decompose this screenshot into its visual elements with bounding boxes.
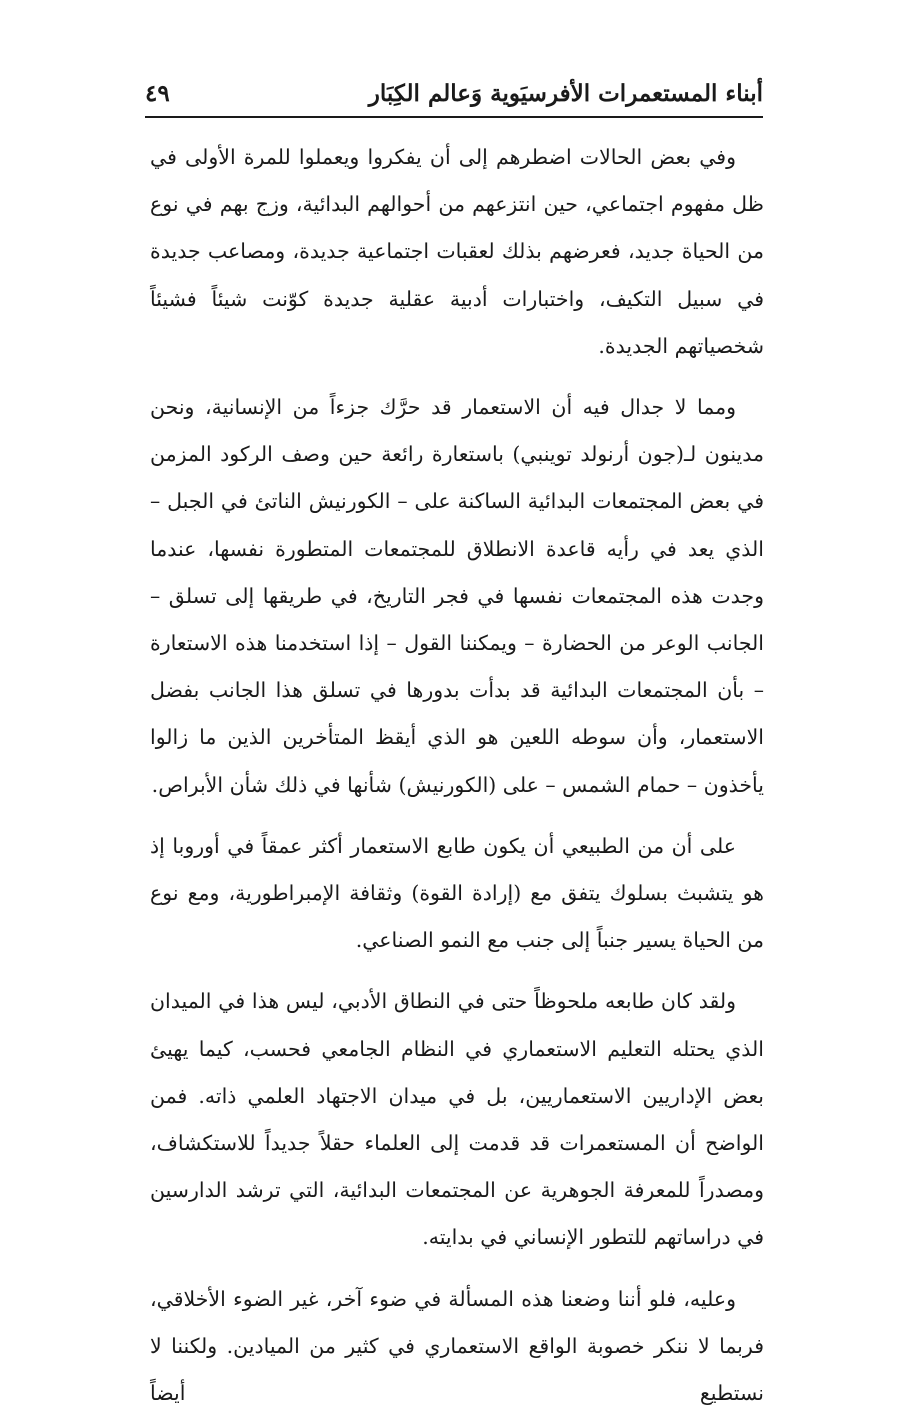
paragraph: وفي بعض الحالات اضطرهم إلى أن يفكروا ويعملوا للمرة الأولى في ظل مفهوم اجتماعي، حين انتزعهم من أحوالهم البدائية، وزج بهم في نوع من الحياة جديد، فعرضهم بذلك لعقبات اجتماعية جديدة، ومصاعب جديدة في سبيل التكيف، واختبارات أدبية عقلية جديدة كوّنت شيئاً فشيئاً شخصياتهم الجديدة. bbox=[150, 145, 764, 358]
paragraph: على أن من الطبيعي أن يكون طابع الاستعمار أكثر عمقاً في أوروبا إذ هو يتشبث بسلوك يتفق مع (إرادة القوة) وثقافة الإمبراطورية، ومع نوع من الحياة يسير جنباً إلى جنب مع النمو الصناعي. bbox=[150, 833, 764, 953]
page-number: ٤٩ bbox=[145, 80, 170, 107]
paragraph: ومما لا جدال فيه أن الاستعمار قد حرَّك جزءاً من الإنسانية، ونحن مدينون لـ(جون أرنولد توينبي) باستعارة رائعة حين وصف الركود المزمن في بعض المجتمعات البدائية الساكنة على – الكورنيش الناتئ في الجبل – الذي يعد في رأيه قاعدة الانطلاق للمجتمعات المتطورة نفسها، عندما وجدت هذه المجتمعات نفسها في فجر التاريخ، في طريقها إلى تسلق – الجانب الوعر من الحضارة – ويمكننا القول – إذا استخدمنا هذه الاستعارة – بأن المجتمعات البدائية قد بدأت بدورها في تسلق هذا الجانب بفضل الاستعمار، وأن سوطه اللعين هو الذي أيقظ المتأخرين الذين ما زالوا يأخذون – حمام الشمس – على (الكورنيش) شأنها في ذلك شأن الأبراص. bbox=[150, 395, 764, 797]
header-title: أبناء المستعمرات الأفرسيَوية وَعالم الكِبَار bbox=[368, 80, 763, 107]
paragraph: وعليه، فلو أننا وضعنا هذه المسألة في ضوء آخر، غير الضوء الأخلاقي، فربما لا ننكر خصوبة الواقع الاستعماري في كثير من الميادين. ولكننا لا نستطيع أيضاً bbox=[150, 1286, 764, 1406]
running-header bbox=[145, 78, 763, 118]
header-rule bbox=[145, 116, 763, 118]
paragraph: ولقد كان طابعه ملحوظاً حتى في النطاق الأدبي، ليس هذا في الميدان الذي يحتله التعليم الاستعماري في النظام الجامعي فحسب، كيما يهيئ بعض الإداريين الاستعماريين، بل في ميدان الاجتهاد العلمي ذاته. فمن الواضح أن المستعمرات قد قدمت إلى العلماء حقلاً جديداً للاستكشاف، ومصدراً للمعرفة الجوهرية عن المجتمعات البدائية، التي ترشد الدارسين في دراساتهم للتطور الإنساني في بدايته. bbox=[150, 989, 764, 1250]
body-text bbox=[150, 134, 764, 1417]
